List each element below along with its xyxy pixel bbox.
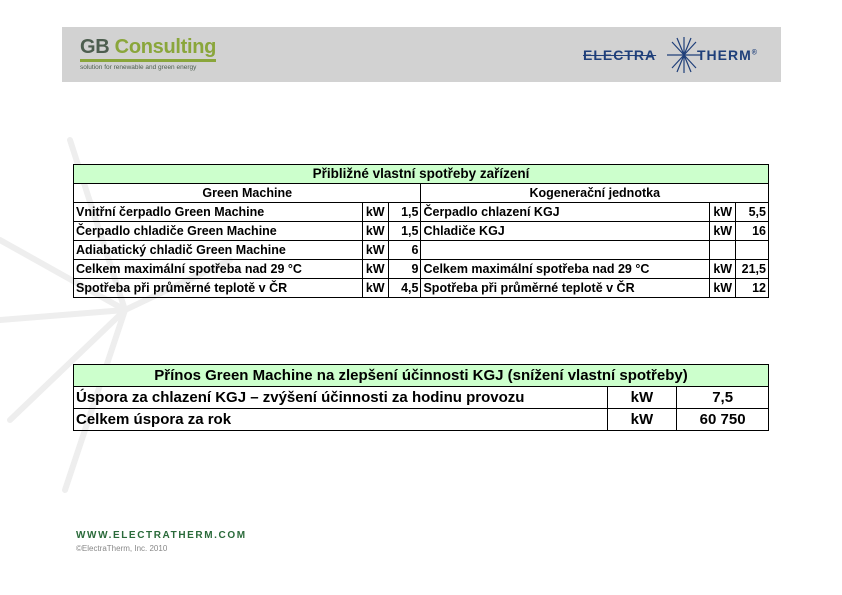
row-value: 5,5 <box>736 203 769 222</box>
gb-logo-word1: GB <box>80 36 110 58</box>
benefit-table-title: Přínos Green Machine na zlepšení účinnosti KGJ (snížení vlastní spotřeby) <box>74 365 769 387</box>
row-unit: kW <box>362 203 388 222</box>
table-row <box>74 241 769 260</box>
table-row <box>74 203 769 222</box>
consumption-table <box>73 164 769 298</box>
row-unit: kW <box>362 260 388 279</box>
footer-url: WWW.ELECTRATHERM.COM <box>76 530 247 541</box>
cogeneration-header: Kogenerační jednotka <box>421 184 769 203</box>
row-value: 6 <box>388 241 421 260</box>
header-bar <box>62 27 781 82</box>
row-unit: kW <box>710 279 736 298</box>
row-label: Čerpadlo chlazení KGJ <box>421 203 710 222</box>
row-label: Čerpadlo chladiče Green Machine <box>74 222 363 241</box>
table-row <box>74 222 769 241</box>
row-unit: kW <box>362 241 388 260</box>
row-unit: kW <box>710 203 736 222</box>
row-value <box>736 241 769 260</box>
gb-logo-word2: Consulting <box>114 36 217 58</box>
table-row <box>74 409 769 431</box>
row-label <box>421 241 710 260</box>
row-value: 60 750 <box>677 409 769 431</box>
row-unit: kW <box>710 222 736 241</box>
table-row <box>74 387 769 409</box>
row-value: 21,5 <box>736 260 769 279</box>
starburst-icon <box>667 37 701 73</box>
gb-logo-tagline: solution for renewable and green energy <box>80 64 197 71</box>
row-unit <box>710 241 736 260</box>
electratherm-logo <box>583 39 767 71</box>
registered-mark: ® <box>751 49 758 57</box>
consumption-table-title: Přibližné vlastní spotřeby zařízení <box>74 165 769 184</box>
row-label: Adiabatický chladič Green Machine <box>74 241 363 260</box>
row-label: Chladiče KGJ <box>421 222 710 241</box>
green-machine-header: Green Machine <box>74 184 421 203</box>
footer-copyright: ©ElectraTherm, Inc. 2010 <box>76 544 168 553</box>
footer <box>76 530 247 553</box>
row-label: Vnitřní čerpadlo Green Machine <box>74 203 363 222</box>
gb-consulting-logo <box>80 36 216 71</box>
row-label: Spotřeba při průměrné teplotě v ČR <box>421 279 710 298</box>
electratherm-logo-right: THERM <box>697 47 752 63</box>
row-label: Spotřeba při průměrné teplotě v ČR <box>74 279 363 298</box>
row-unit: kW <box>362 279 388 298</box>
electratherm-logo-left: ELECTRA <box>583 47 657 63</box>
row-value: 12 <box>736 279 769 298</box>
row-unit: kW <box>607 387 677 409</box>
table-row <box>74 260 769 279</box>
row-value: 7,5 <box>677 387 769 409</box>
row-value: 16 <box>736 222 769 241</box>
row-value: 1,5 <box>388 222 421 241</box>
benefit-table <box>73 364 769 431</box>
row-value: 9 <box>388 260 421 279</box>
row-value: 1,5 <box>388 203 421 222</box>
row-value: 4,5 <box>388 279 421 298</box>
row-unit: kW <box>607 409 677 431</box>
gb-logo-underline <box>80 59 216 62</box>
row-unit: kW <box>710 260 736 279</box>
row-label: Celkem maximální spotřeba nad 29 °C <box>421 260 710 279</box>
row-label: Celkem úspora za rok <box>74 409 608 431</box>
row-label: Celkem maximální spotřeba nad 29 °C <box>74 260 363 279</box>
table-row <box>74 279 769 298</box>
row-unit: kW <box>362 222 388 241</box>
row-label: Úspora za chlazení KGJ – zvýšení účinnosti za hodinu provozu <box>74 387 608 409</box>
